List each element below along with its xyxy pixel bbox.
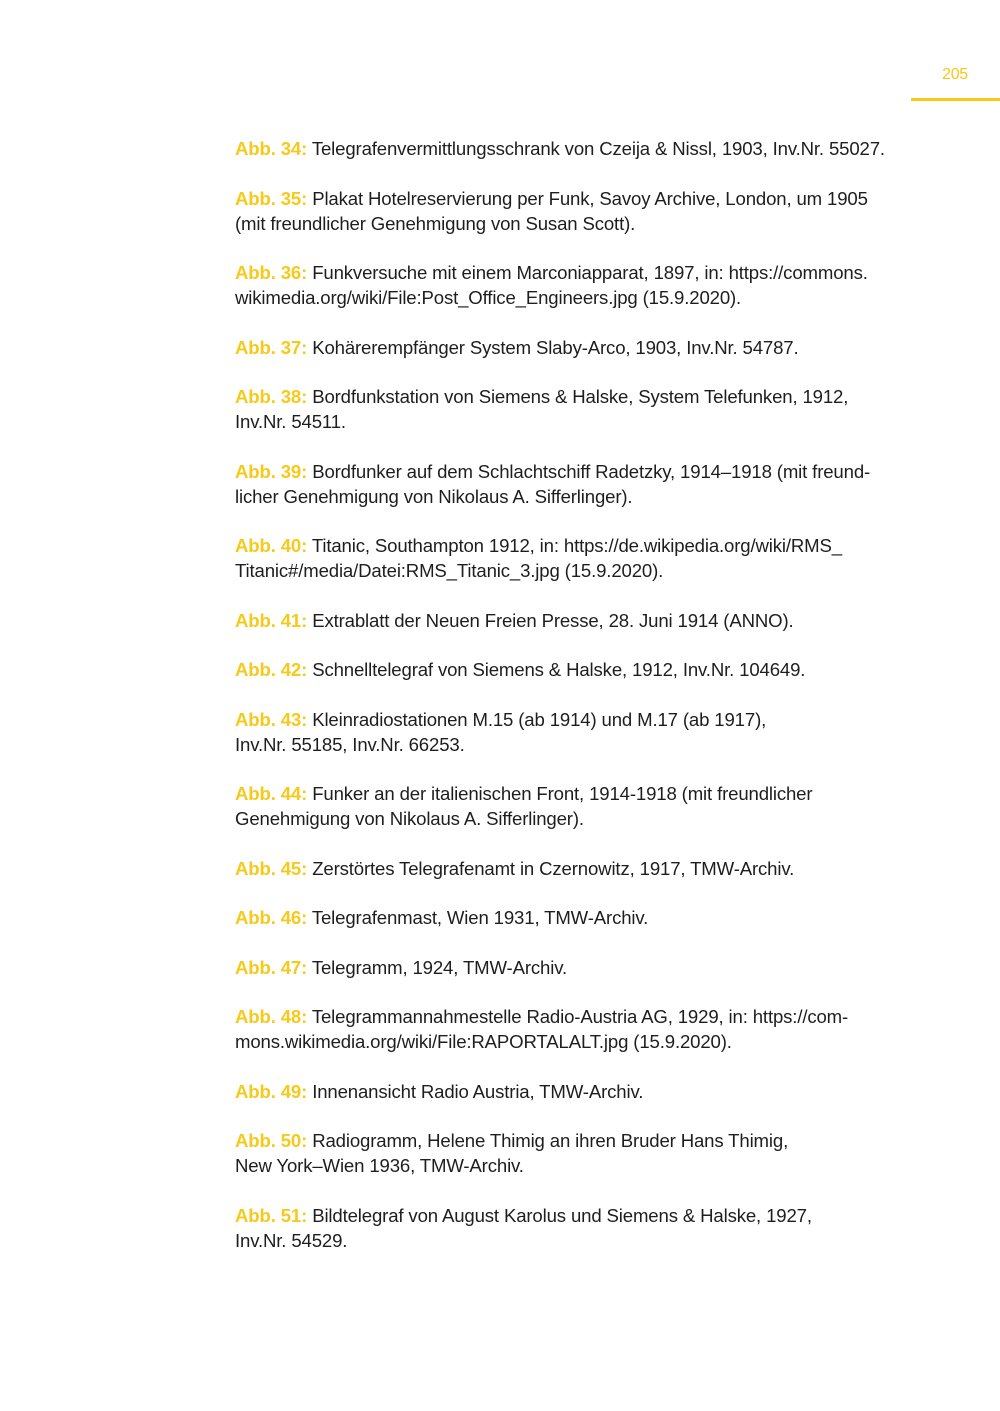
caption-line [235,186,900,211]
figure-label: Abb. 45: [235,857,308,879]
caption-line [235,459,900,484]
caption-text: Innenansicht Radio Austria, TMW-Archiv. [312,1080,644,1102]
caption-text: Bordfunker auf dem Schlachtschiff Radetzky, 1914–1918 (mit freund- [312,460,871,482]
caption-text: Titanic#/media/Datei:RMS_Titanic_3.jpg (15.9.2020). [235,560,664,581]
caption-line [235,1079,900,1104]
caption-line [235,211,900,236]
caption-line [235,781,900,806]
caption-text: Extrablatt der Neuen Freien Presse, 28. Juni 1914 (ANNO). [312,609,794,631]
caption-text: wikimedia.org/wiki/File:Post_Office_Engineers.jpg (15.9.2020). [235,287,742,308]
figure-label: Abb. 34: [235,138,308,159]
caption-text: Inv.Nr. 54529. [235,1229,348,1251]
figure-caption [235,856,900,881]
caption-line [235,1128,900,1153]
caption-text: Genehmigung von Nikolaus A. Sifferlinger). [235,808,584,829]
figure-caption [235,707,900,757]
caption-text: Radiogramm, Helene Thimig an ihren Bruder Hans Thimig, [312,1130,789,1151]
figure-label: Abb. 44: [235,783,308,804]
figure-caption [235,608,900,633]
figure-caption [235,1004,900,1054]
page-number-rule [911,98,1000,101]
figure-caption [235,781,900,831]
caption-text: Kohärerempfänger System Slaby-Arco, 1903, Inv.Nr. 54787. [312,336,799,358]
caption-line [235,1203,900,1228]
caption-line [235,558,900,583]
caption-line [235,856,900,881]
figure-caption [235,260,900,310]
caption-line [235,484,900,509]
figure-label: Abb. 46: [235,907,308,928]
caption-text: New York–Wien 1936, TMW-Archiv. [235,1155,524,1176]
figure-label: Abb. 48: [235,1006,308,1027]
caption-text: mons.wikimedia.org/wiki/File:RAPORTALALT.jpg (15.9.2020). [235,1031,732,1052]
caption-text: Kleinradiostationen M.15 (ab 1914) und M.17 (ab 1917), [312,708,767,730]
figure-label: Abb. 38: [235,386,308,407]
figure-label: Abb. 50: [235,1130,308,1151]
caption-line [235,905,900,930]
caption-text: licher Genehmigung von Nikolaus A. Sifferlinger). [235,485,633,507]
caption-line [235,1153,900,1178]
figure-caption [235,1128,900,1178]
caption-line [235,285,900,310]
caption-text: Bordfunkstation von Siemens & Halske, System Telefunken, 1912, [312,386,849,407]
figure-caption [235,533,900,583]
caption-text: (mit freundlicher Genehmigung von Susan Scott). [235,212,636,234]
caption-text: Telegrafenvermittlungsschrank von Czeija & Nissl, 1903, Inv.Nr. 55027. [311,138,885,159]
caption-line [235,1029,900,1054]
caption-text: Telegrammannahmestelle Radio-Austria AG, 1929, in: https://com- [311,1006,849,1027]
caption-line [235,384,900,409]
caption-line [235,136,900,161]
caption-line [235,335,900,360]
caption-text: Funkversuche mit einem Marconiapparat, 1897, in: https://commons. [312,262,868,283]
caption-line [235,707,900,732]
figure-label: Abb. 41: [235,609,308,631]
caption-line [235,657,900,682]
figure-caption [235,955,900,980]
caption-text: Titanic, Southampton 1912, in: https://de.wikipedia.org/wiki/RMS_ [311,535,842,556]
caption-line [235,732,900,757]
caption-line [235,1004,900,1029]
caption-line [235,260,900,285]
figure-caption [235,186,900,236]
figure-label: Abb. 40: [235,535,308,556]
figure-caption [235,136,900,161]
caption-line [235,409,900,434]
caption-text: Telegrafenmast, Wien 1931, TMW-Archiv. [311,907,649,928]
figure-caption [235,384,900,434]
figure-caption [235,657,900,682]
caption-text: Bildtelegraf von August Karolus und Siemens & Halske, 1927, [312,1204,812,1226]
page-number: 205 [942,66,968,83]
caption-text: Funker an der italienischen Front, 1914-1918 (mit freundlicher [312,783,813,804]
caption-line [235,533,900,558]
figure-caption [235,459,900,509]
caption-text: Zerstörtes Telegrafenamt in Czernowitz, 1917, TMW-Archiv. [312,857,795,879]
figure-label: Abb. 36: [235,262,308,283]
caption-text: Inv.Nr. 55185, Inv.Nr. 66253. [235,733,465,755]
caption-text: Schnelltelegraf von Siemens & Halske, 1912, Inv.Nr. 104649. [312,659,806,680]
figure-caption [235,1203,900,1253]
figure-caption [235,905,900,930]
figure-caption-list [235,136,900,1277]
figure-label: Abb. 49: [235,1080,308,1102]
figure-label: Abb. 39: [235,460,308,482]
caption-line [235,806,900,831]
caption-text: Inv.Nr. 54511. [235,411,346,432]
caption-text: Plakat Hotelreservierung per Funk, Savoy Archive, London, um 1905 [312,187,868,209]
figure-caption [235,335,900,360]
caption-line [235,608,900,633]
figure-label: Abb. 42: [235,659,308,680]
figure-caption [235,1079,900,1104]
figure-label: Abb. 35: [235,187,308,209]
caption-text: Telegramm, 1924, TMW-Archiv. [311,956,567,978]
figure-label: Abb. 37: [235,336,308,358]
figure-label: Abb. 47: [235,956,308,978]
figure-label: Abb. 51: [235,1204,308,1226]
caption-line [235,955,900,980]
caption-line [235,1228,900,1253]
figure-label: Abb. 43: [235,708,308,730]
